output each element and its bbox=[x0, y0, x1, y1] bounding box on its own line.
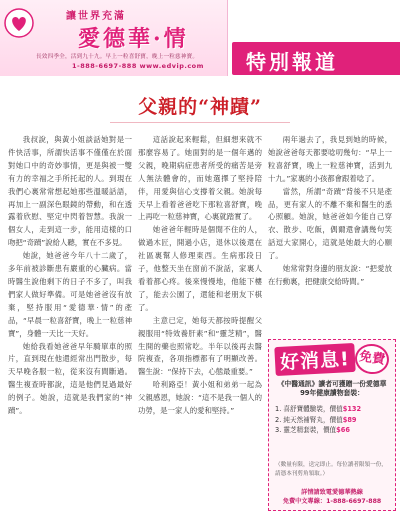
promo-item: 3. 靈芝精套裝，價值$66 bbox=[275, 426, 350, 435]
promo-price: $89 bbox=[342, 415, 357, 424]
paragraph: 兩年過去了，我見到她的時候，她說爸爸每天都要唸叨幾句：“早上一粒喜舒寶，晚上一粒慈神寶，活到九十九。”家裏的小孩都會跟着唸了。 bbox=[268, 135, 392, 183]
article-column-1 bbox=[8, 134, 132, 509]
promo-item-list bbox=[275, 404, 389, 436]
promo-header bbox=[273, 343, 391, 373]
brand-slogan: 讓世界充滿 bbox=[66, 11, 126, 22]
article-column-2 bbox=[138, 134, 262, 509]
brand-ad-strip bbox=[0, 0, 228, 76]
paragraph: 當然，所謂“奇蹟”背後不只是產品，更有家人的不離不棄和醫生的悉心照顧。她說，她爸爸如今能自己穿衣、散步、吃飯，偶爾還會講幾句笑話逗大家開心，這就是她最大的心願了。 bbox=[268, 186, 392, 261]
promo-item: 2. 純天然補腎丸，價值$89 bbox=[275, 415, 357, 424]
promo-price: $66 bbox=[336, 426, 350, 435]
brand-tagline: 長效四季全，活到九十九。早上一粒喜舒寶，晚上一粒慈神寶。 bbox=[36, 54, 199, 60]
paragraph: 她說，她爸爸今年八十二歲了，多年前被診斷患有嚴重的心臟病。當時醫生說他剩下的日子不多了，叫我們家人做好準備。可是她爸爸沒有放棄，堅持服用“愛德華·情”的產品，“早晨一粒喜舒寶，晚上一粒慈神寶”，身體一天比一天好。 bbox=[8, 251, 132, 338]
free-badge: 免費 bbox=[353, 342, 391, 376]
promo-item: 1. 喜舒寶體驗裝，價值$132 bbox=[275, 405, 362, 413]
paragraph: 這話說起來輕鬆，但細想來就不那麼容易了。她面對的是一個年邁的父親，晚期病症患者所受的痛苦是旁人無法體會的，而她選擇了堅持陪伴，用愛與信心支撐着父親。她說每天早上看着爸爸吃下那粒喜舒寶，晚上再吃一粒慈神寶，心裏就踏實了。 bbox=[138, 135, 262, 222]
paragraph: 我叔說，與黃小姐談話她對是一件快活事，所謂快活事不僅僅在於面對她口中的奇妙事情，更是與被一雙有力的幸福之手所托起的人。到現在我們心裏常常想起她那些溫暖話語，再加上一副深色眼鏡的帶動，和在透露着欣慰、堅定中閃着智慧。我說一個女人，走到這一步，能用這樣的口吻把“奇蹟”說給人聽，實在不多見。 bbox=[8, 135, 132, 248]
heart-icon bbox=[4, 8, 34, 38]
promo-headline: 好消息! bbox=[274, 343, 355, 376]
paragraph: 她給我看她爸爸早年騎單車的照片，直到現在他還經常出門散步，每天早晚各服一粒，從來沒有間斷過。醫生複查時都說，這是他們見過最好的例子。她說，這就是我們家的“神蹟”。 bbox=[8, 341, 132, 416]
article-title: 父親的“神蹟” bbox=[138, 96, 262, 118]
promo-hotline: 詳情請致電愛德華熱線 免費中文專線：1-888-6697-888 bbox=[282, 489, 382, 505]
title-divider bbox=[110, 122, 290, 123]
brand-contact: 1-888-6697-888 www.edvip.com bbox=[72, 62, 204, 70]
paragraph: 主意已定，她每天都按時提醒父親服用“特效養肝素”和“靈芝精”，醫生開的藥也照常吃。半年以後再去醫院複查，各項指標都有了明顯改善。醫生說：“保持下去，心態最重要。” bbox=[138, 315, 262, 377]
brand-name: 愛德華·情 bbox=[78, 26, 189, 52]
promo-ad-box bbox=[268, 339, 396, 511]
paragraph: 她常常對身邊的朋友說：“把愛放在行動裏，把健康交給時間。” bbox=[268, 264, 392, 286]
top-banner bbox=[0, 0, 400, 76]
promo-intro: 《中醫通訊》讀者可獲贈一份愛德華99年健康讀物套裝： bbox=[277, 380, 387, 397]
article-column-3 bbox=[268, 134, 392, 337]
section-title: 特別報道 bbox=[246, 50, 338, 74]
paragraph: 她爸爸年輕時是個閒不住的人，做過木匠，開過小店，退休以後還在社區裏幫人修理東西。生病那段日子，他整天坐在窗前不說話，家裏人看着都心疼。後來慢慢地，他能下樓了，能去公園了，還能和老朋友下棋了。 bbox=[138, 225, 262, 312]
section-header bbox=[232, 42, 400, 75]
paragraph: 哈利路亞！黃小姐和弟弟一起為父親感恩，她說：“這不是我一個人的功勞，是一家人的愛和堅持。” bbox=[138, 380, 262, 416]
promo-price: $132 bbox=[342, 405, 362, 413]
promo-note: （數量有限，送完即止。每位讀者限領一份，請憑本刊剪角領取。） bbox=[275, 462, 387, 477]
